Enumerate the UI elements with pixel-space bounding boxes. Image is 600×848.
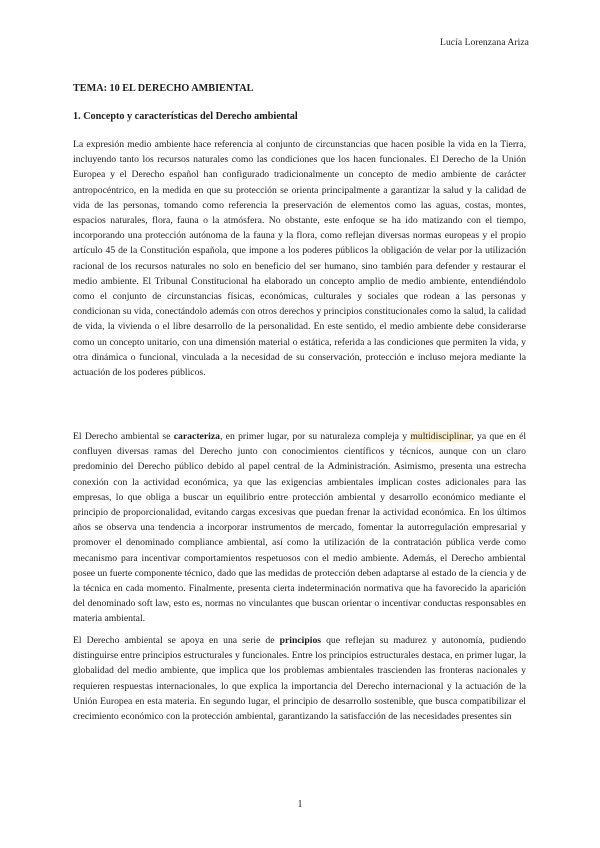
page-number: 1 [297, 799, 303, 810]
paragraph-2-rest: , ya que en él confluyen diversas ramas del Derecho junto con conocimientos científicos y técnicos, aunque con un claro predominio del Derecho público debido al papel central de la Administración. Asimismo, presenta una estrecha conexión con la actividad económica, ya que las exigencias ambientales implican costes adicionales para las empresas, lo que obliga a buscar un equilibrio entre protección ambiental y desarrollo económico mediante el principio de proporcionalidad, evitando cargas excesivas que puedan frenar la actividad económica. En los últimos años se observa una tendencia a incorporar instrumentos de mercado, fomentar la autorregulación empresarial y promover el denominado compliance ambiental, así como la utilización de la contratación pública verde como mecanismo para incentivar comportamientos respetuosos con el medio ambiente. Además, el Derecho ambiental posee un fuerte componente técnico, dado que las medidas de protección deben adaptarse al estado de la ciencia y de la técnica en cada momento. Finalmente, presenta cierta indeterminación normativa que ha favorecido la aparición del denominado soft law, esto es, normas no vinculantes que buscan orientar o incentivar conductas responsables en materia ambiental. [73, 431, 527, 625]
paragraph-3-lead: El Derecho ambiental se apoya en una serie de [73, 635, 280, 646]
paragraph-3-rest: que reflejan su madurez y autonomía, pudiendo distinguirse entre principios estructurales y funcionales. Entre los principios estructurales destaca, en primer lugar, la globalidad del medio ambiente, que implica que los problemas ambientales trascienden las fronteras nacionales y requieren respuestas internacionales, lo que explica la importancia del Derecho internacional y la actuación de la Unión Europea en esta materia. En segundo lugar, el principio de desarrollo sostenible, que busca compatibilizar el crecimiento económico con la protección ambiental, garantizando la satisfacción de las necesidades presentes sin [73, 635, 526, 723]
highlighted-text: multidisciplinar [410, 431, 472, 442]
paragraph-2-lead: El Derecho ambiental se [73, 431, 174, 442]
paragraph-1: La expresión medio ambiente hace referencia al conjunto de circunstancias que hacen posible la vida en la Tierra, incluyendo tanto los recursos naturales como las condiciones que los hacen funcionales. El Derecho de la Unión Europea y el Derecho español han configurado tradicionalmente un concepto de medio ambiente de carácter antropocéntrico, en la medida en que su protección se orienta principalmente a garantizar la salud y la calidad de vida de las personas, tomando como referencia la preservación de elementos como las aguas, costas, montes, espacios naturales, flora, fauna o la atmósfera. No obstante, este enfoque se ha ido matizando con el tiempo, incorporando una protección autónoma de la fauna y la flora, como reflejan diversas normas europeas y el propio artículo 45 de la Constitución española, que impone a los poderes públicos la obligación de velar por la utilización racional de los recursos naturales no solo en beneficio del ser humano, sino también para defender y restaurar el medio ambiente. El Tribunal Constitucional ha elaborado un concepto amplio de medio ambiente, entendiéndolo como el conjunto de circunstancias físicas, económicas, culturales y sociales que rodean a las personas y condicionan su vida, conectándolo además con otros derechos y principios constitucionales como la salud, la calidad de vida, la vivienda o el libre desarrollo de la personalidad. En este sentido, el medio ambiente debe considerarse como un concepto unitario, con una dimensión material o estática, referida a las condiciones que permiten la vida, y otra dinámica o funcional, vinculada a la necesidad de su conservación, protección e incluso mejora mediante la actuación de los poderes públicos. [73, 139, 526, 379]
paragraph-2-mid: , en primer lugar, por su naturaleza compleja y [219, 431, 411, 442]
header-author: Lucía Lorenzana Ariza [440, 37, 529, 48]
section-heading: 1. Concepto y características del Derecho ambiental [73, 111, 298, 122]
paragraph-3-bold: principios [279, 635, 322, 646]
paragraph-3 [73, 633, 526, 724]
paragraph-2 [73, 429, 526, 627]
paragraph-2-bold: caracteriza [173, 431, 220, 442]
page-title: TEMA: 10 EL DERECHO AMBIENTAL [73, 83, 254, 94]
